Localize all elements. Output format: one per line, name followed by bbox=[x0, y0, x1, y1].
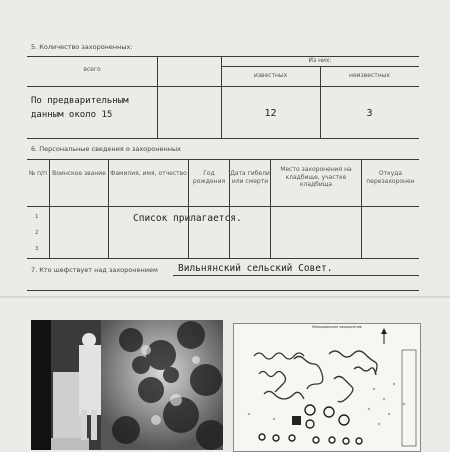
list-attached-note: Список прилагается. bbox=[133, 213, 242, 224]
header-reburied-from: Откуда перезахоронен bbox=[366, 170, 415, 185]
section7-label: 7. Кто шефствует над захоронением bbox=[31, 266, 158, 274]
unknown-value: 3 bbox=[366, 108, 373, 119]
total-value: По предварительным данным около 15 bbox=[31, 96, 129, 120]
section6-title: 6. Персональные сведения о захороненных bbox=[31, 145, 181, 153]
row-num-1: 1 bbox=[35, 214, 39, 220]
header-unknown: неизвестных bbox=[349, 72, 390, 79]
header-name: Фамилия, имя, отчество bbox=[110, 170, 187, 177]
header-num: № п/п bbox=[28, 170, 47, 177]
row-num-3: 3 bbox=[35, 246, 39, 252]
header-total: всего bbox=[83, 66, 101, 73]
header-known: известных bbox=[253, 72, 288, 79]
page-fold bbox=[0, 296, 450, 300]
cemetery-plan bbox=[233, 323, 421, 452]
section5-title: 5. Количество захороненных: bbox=[31, 43, 133, 51]
plan-caption: Мемориальное захоронение bbox=[312, 325, 362, 329]
sponsor-value: Вильнянский сельский Совет. bbox=[178, 263, 333, 274]
header-burial-place: Место захоронения на кладбище, участке кладбища bbox=[280, 166, 352, 188]
header-rank: Воинское звание bbox=[52, 170, 106, 177]
memorial-photo bbox=[31, 320, 223, 450]
header-death-date: Дата гибели или смерти bbox=[230, 170, 270, 185]
known-value: 12 bbox=[264, 108, 277, 119]
row-num-2: 2 bbox=[35, 230, 39, 236]
header-birth-year: Год рождения bbox=[192, 170, 226, 185]
header-inc: Из них: bbox=[308, 57, 332, 64]
